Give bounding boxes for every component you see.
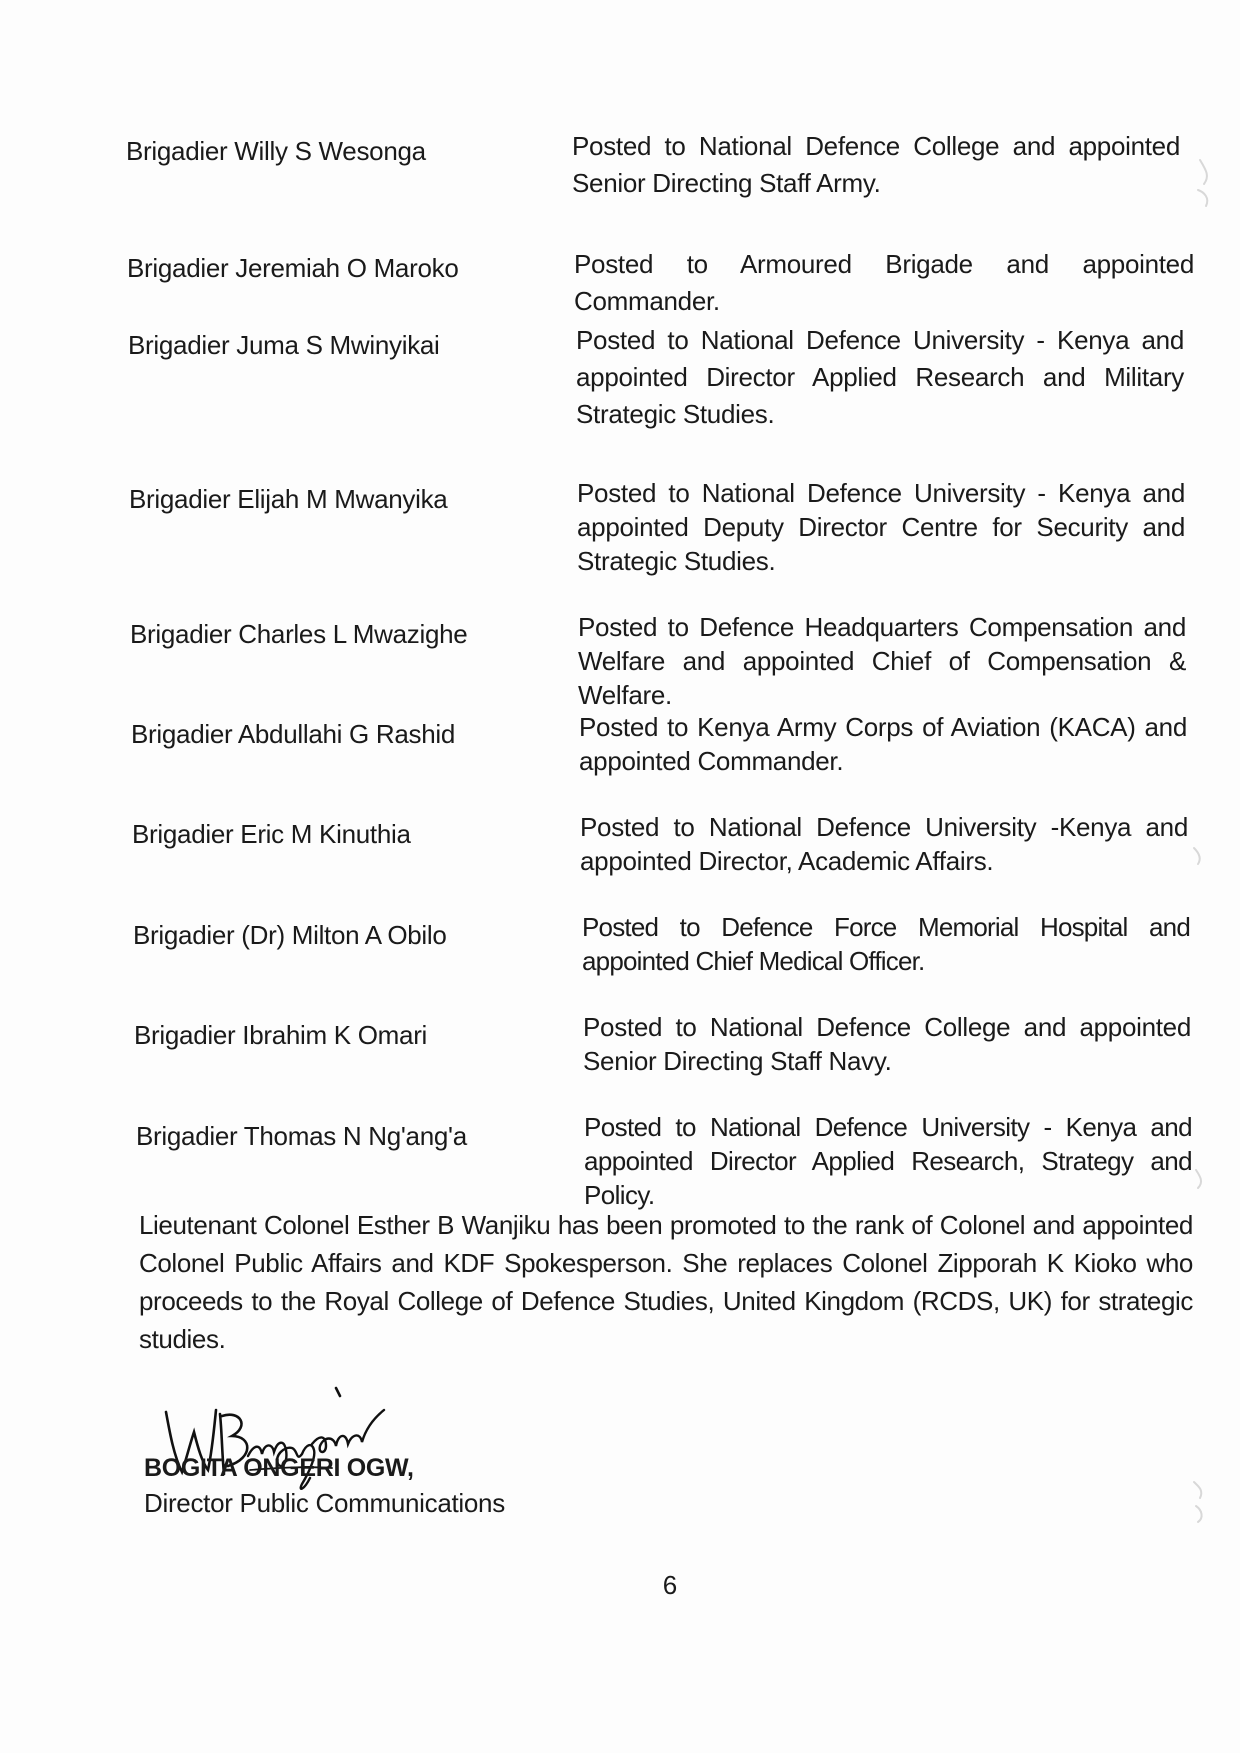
- officer-name: Brigadier Elijah M Mwanyika: [129, 484, 448, 514]
- officer-name: Brigadier Thomas N Ng'ang'a: [136, 1121, 467, 1151]
- posting-text: Posted to Armoured Brigade and appointed Commander.: [574, 249, 1194, 316]
- officer-name: Brigadier Willy S Wesonga: [126, 136, 426, 166]
- signatory-title: Director Public Communications: [144, 1488, 505, 1518]
- posting-text: Posted to National Defence University - Kenya and appointed Director Applied Research and Military Strategic Studies.: [576, 325, 1184, 429]
- posting-text: Posted to Defence Force Memorial Hospital and appointed Chief Medical Officer.: [582, 912, 1190, 976]
- posting-text: Posted to Defence Headquarters Compensation and Welfare and appointed Chief of Compensation & Welfare.: [578, 612, 1186, 710]
- posting-text: Posted to National Defence University - Kenya and appointed Deputy Director Centre for Security and Strategic Studies.: [577, 478, 1185, 576]
- officer-name: Brigadier (Dr) Milton A Obilo: [133, 920, 447, 950]
- officer-name: Brigadier Abdullahi G Rashid: [131, 719, 456, 749]
- posting-text: Posted to National Defence University -Kenya and appointed Director, Academic Affairs.: [580, 812, 1188, 876]
- signatory-name: BOGITA ONGERI OGW,: [144, 1454, 414, 1482]
- officer-name: Brigadier Jeremiah O Maroko: [127, 253, 459, 283]
- posting-text: Posted to National Defence College and appointed Senior Directing Staff Navy.: [583, 1012, 1191, 1076]
- posting-text: Posted to Kenya Army Corps of Aviation (KACA) and appointed Commander.: [579, 712, 1187, 776]
- officer-name: Brigadier Eric M Kinuthia: [132, 819, 411, 849]
- officer-name: Brigadier Charles L Mwazighe: [130, 619, 468, 649]
- officer-name: Brigadier Juma S Mwinyikai: [128, 330, 440, 360]
- officer-name: Brigadier Ibrahim K Omari: [134, 1020, 428, 1050]
- page-number: 6: [662, 1570, 678, 1600]
- posting-text: Posted to National Defence University - Kenya and appointed Director Applied Research, Strategy and Policy.: [584, 1112, 1192, 1210]
- posting-text: Posted to National Defence College and appointed Senior Directing Staff Army.: [572, 131, 1180, 198]
- promotion-paragraph: Lieutenant Colonel Esther B Wanjiku has been promoted to the rank of Colonel and appointed Colonel Public Affairs and KDF Spokesperson. She replaces Colonel Zipporah K Kioko who proceeds to the Royal College of Defence Studies, United Kingdom (RCDS, UK) for strategic studies.: [139, 1210, 1193, 1354]
- signature-block: [144, 1374, 604, 1534]
- scan-bleed-marks: [1180, 0, 1240, 1753]
